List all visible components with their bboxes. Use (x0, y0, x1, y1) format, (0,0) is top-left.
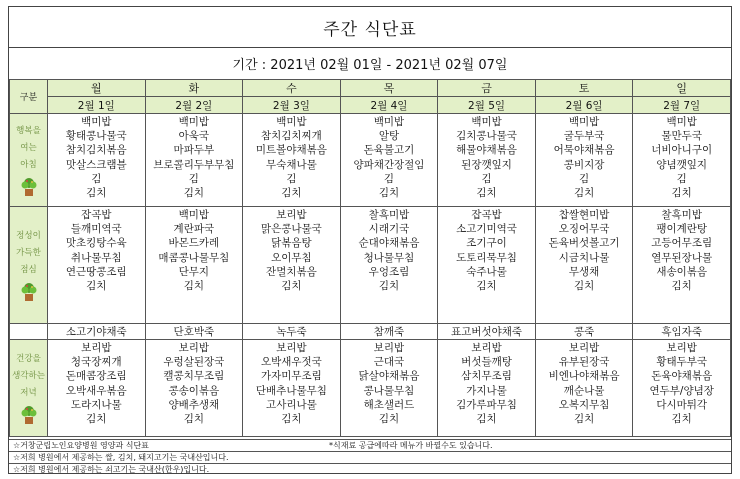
menu-cell (535, 207, 633, 324)
meal-label (10, 340, 48, 437)
day-header: 목 (340, 80, 438, 97)
menu-item: 매콤콩나물무침 (158, 251, 230, 264)
menu-item: 백미밥 (471, 116, 502, 128)
meal-label-line: 행복을 (16, 126, 41, 136)
porridge-cell: 녹두죽 (243, 324, 341, 340)
menu-item: 콩송이볶음 (168, 384, 220, 397)
menu-item: 보리밥 (276, 209, 307, 221)
day-header: 일 (633, 80, 731, 97)
menu-item: 김치 (86, 413, 107, 426)
menu-item: 시금치나물 (558, 251, 610, 264)
menu-item: 맛초킹탕수육 (65, 237, 127, 250)
menu-item: 맛살스크램블 (65, 158, 127, 171)
menu-item: 김치 (573, 413, 595, 426)
menu-cell (633, 114, 731, 207)
footer-note: ☆저희 병원에서 제공하는 쇠고기는 국내산(한우)입니다. (13, 465, 210, 474)
date-header: 2월 4일 (340, 97, 438, 114)
menu-item: 삼치무조림 (461, 370, 512, 383)
menu-item: 브로콜리두부무침 (153, 158, 235, 171)
menu-cell (48, 340, 146, 437)
menu-item: 굴두부국 (563, 130, 605, 143)
menu-item: 보리밥 (178, 342, 210, 354)
menu-item: 무생채 (568, 265, 600, 278)
menu-item: 김치 (573, 280, 595, 293)
porridge-cell: 표고버섯야채죽 (438, 324, 536, 340)
menu-item: 참치김치찌개 (260, 130, 322, 143)
date-header: 2월 7일 (633, 97, 731, 114)
meal-label-line: 아침 (20, 160, 37, 170)
meal-label-line: 저녁 (20, 388, 37, 398)
menu-item: 참치김치볶음 (65, 144, 127, 157)
menu-item: 깨순나물 (563, 384, 605, 397)
menu-item: 연근땅콩조림 (65, 265, 127, 278)
menu-item: 김치 (476, 280, 497, 293)
menu-item: 돈육버섯볼고기 (548, 237, 620, 250)
menu-item: 마파두부 (173, 144, 215, 157)
date-header-row (10, 97, 731, 114)
day-header: 수 (243, 80, 341, 97)
menu-cell (243, 340, 341, 437)
menu-item: 김치 (183, 280, 204, 293)
menu-cell (340, 340, 438, 437)
menu-item: 김치 (281, 187, 302, 200)
menu-item: 오징어무국 (558, 223, 610, 236)
menu-item: 김치 (378, 280, 400, 293)
menu-cell (535, 114, 633, 207)
menu-item: 도라지나물 (70, 398, 122, 411)
menu-item: 가지나물 (466, 384, 507, 397)
date-header: 2월 3일 (243, 97, 341, 114)
menu-item: 콩나물무침 (363, 384, 415, 397)
meal-label-line: 건강을 (16, 354, 41, 364)
menu-item: 잡곡밥 (471, 209, 502, 221)
meal-label-line: 정성이 (16, 231, 41, 241)
menu-item: 김치 (671, 187, 692, 200)
period-text: 기간 : 2021년 02월 01일 - 2021년 02월 07일 (9, 47, 731, 80)
menu-cell (145, 114, 243, 207)
porridge-row (10, 324, 731, 340)
footer-row-1 (9, 439, 731, 451)
menu-item: 김치 (281, 413, 302, 426)
menu-cell (48, 207, 146, 324)
menu-item: 맑은콩나물국 (260, 223, 322, 236)
menu-item: 김치 (86, 187, 107, 200)
menu-item: 캘콩치무조림 (163, 370, 225, 383)
menu-item: 백미밥 (81, 116, 112, 128)
menu-item: 백미밥 (178, 116, 210, 128)
menu-item: 우엉조림 (368, 265, 410, 278)
footer-note: ☆저희 병원에서 제공하는 쌀, 김치, 돼지고기는 국내산입니다. (13, 453, 229, 462)
porridge-cell: 소고기야채죽 (48, 324, 146, 340)
menu-item: 열무된장나물 (651, 251, 713, 264)
menu-item: 김치 (476, 187, 497, 200)
menu-item: 백미밥 (373, 116, 405, 128)
menu-item: 비엔나야채볶음 (548, 370, 620, 383)
menu-item: 김가루파무침 (456, 398, 517, 411)
menu-item: 버섯들깨탕 (461, 356, 512, 369)
menu-item: 김치 (281, 280, 302, 293)
menu-item: 김 (481, 172, 492, 185)
menu-item: 김 (579, 172, 590, 185)
menu-item: 오박새우볶음 (65, 384, 127, 397)
menu-item: 무숙채나물 (266, 158, 317, 171)
menu-item: 아욱국 (178, 130, 210, 143)
menu-cell (438, 340, 536, 437)
footer-row-2 (9, 451, 731, 463)
menu-item: 백미밥 (178, 209, 210, 221)
menu-item: 보리밥 (666, 342, 697, 354)
menu-item: 김 (676, 172, 687, 185)
menu-item: 돈육야채볶음 (651, 370, 713, 383)
corner-label: 구분 (10, 80, 48, 114)
porridge-cell: 참깨죽 (340, 324, 438, 340)
menu-cell (48, 114, 146, 207)
date-header: 2월 1일 (48, 97, 146, 114)
menu-item: 김치콩나물국 (456, 130, 517, 143)
menu-item: 찰흑미밥 (368, 209, 410, 221)
menu-item: 백미밥 (568, 116, 600, 128)
menu-item: 오박새우젓국 (260, 356, 322, 369)
menu-item: 김치 (378, 187, 400, 200)
meal-label (10, 114, 48, 207)
menu-item: 시래기국 (368, 223, 410, 236)
menu-item: 청나물무침 (363, 251, 415, 264)
menu-item: 해초샐러드 (363, 398, 415, 411)
menu-item: 보리밥 (276, 342, 307, 354)
menu-table (9, 79, 731, 437)
menu-item: 보리밥 (568, 342, 600, 354)
menu-item: 연두부/양념장 (649, 384, 714, 397)
menu-sheet (8, 6, 732, 474)
menu-item: 김 (91, 172, 102, 185)
menu-item: 김치 (86, 280, 107, 293)
menu-cell (438, 114, 536, 207)
porridge-label-cell (10, 324, 48, 340)
menu-item: 단무지 (178, 265, 210, 278)
menu-item: 미트볼야채볶음 (255, 144, 327, 157)
menu-item: 김치 (378, 413, 400, 426)
menu-item: 김 (383, 172, 395, 185)
porridge-cell: 콩죽 (535, 324, 633, 340)
menu-item: 보리밥 (471, 342, 502, 354)
menu-cell (633, 207, 731, 324)
menu-item: 순대야채볶음 (358, 237, 420, 250)
menu-item: 소고기미역국 (456, 223, 517, 236)
menu-item: 팽이계란탕 (656, 223, 708, 236)
menu-item: 도토리묵무침 (456, 251, 517, 264)
menu-item: 가자미무조림 (260, 370, 322, 383)
menu-item: 양파채간장절임 (353, 158, 425, 171)
menu-item: 잔멸치볶음 (266, 265, 317, 278)
potted-plant-icon (20, 177, 38, 197)
menu-item: 돈매콤장조림 (65, 370, 127, 383)
menu-item: 오이무침 (271, 251, 312, 264)
day-header: 금 (438, 80, 536, 97)
menu-cell (340, 207, 438, 324)
menu-item: 찹쌀현미밥 (558, 209, 610, 221)
lunch-row (10, 207, 731, 324)
menu-item: 보리밥 (81, 342, 112, 354)
potted-plant-icon (20, 405, 38, 425)
menu-item: 알탕 (378, 130, 400, 143)
meal-label (10, 207, 48, 324)
potted-plant-icon (20, 282, 38, 302)
menu-item: 김치 (476, 413, 497, 426)
menu-cell (145, 340, 243, 437)
footer-note: ☆거창군립노인요양병원 영양과 식단표 (13, 441, 149, 450)
menu-cell (145, 207, 243, 324)
menu-item: 물만두국 (661, 130, 702, 143)
menu-item: 오복지무침 (558, 398, 610, 411)
menu-item: 김치 (671, 280, 692, 293)
menu-item: 콩비지장 (563, 158, 605, 171)
menu-item: 들깨미역국 (70, 223, 122, 236)
menu-item: 닭볶음탕 (271, 237, 312, 250)
menu-item: 어묵야채볶음 (553, 144, 615, 157)
menu-cell (340, 114, 438, 207)
menu-item: 유부된장국 (558, 356, 610, 369)
menu-cell (438, 207, 536, 324)
menu-item: 새송이볶음 (656, 265, 708, 278)
meal-label-line: 점심 (20, 265, 37, 275)
menu-item: 김치 (573, 187, 595, 200)
menu-item: 황태두부국 (656, 356, 708, 369)
menu-item: 조기구이 (466, 237, 507, 250)
menu-item: 해물야채볶음 (456, 144, 517, 157)
menu-item: 청국장찌개 (70, 356, 122, 369)
meal-label-line: 가득한 (16, 248, 41, 258)
menu-item: 김치 (671, 413, 692, 426)
menu-cell (243, 114, 341, 207)
menu-cell (633, 340, 731, 437)
menu-item: 숙주나물 (466, 265, 507, 278)
menu-item: 우렁살된장국 (163, 356, 225, 369)
menu-item: 단배추나물무침 (255, 384, 327, 397)
menu-item: 바몬드카레 (168, 237, 220, 250)
menu-cell (535, 340, 633, 437)
menu-item: 근대국 (373, 356, 405, 369)
menu-item: 양념깻잎지 (656, 158, 708, 171)
menu-item: 고사리나물 (266, 398, 317, 411)
dinner-row (10, 340, 731, 437)
date-header: 2월 2일 (145, 97, 243, 114)
menu-item: 된장깻잎지 (461, 158, 512, 171)
menu-item: 너비아니구이 (651, 144, 713, 157)
menu-item: 양배추생채 (168, 398, 220, 411)
breakfast-row (10, 114, 731, 207)
date-header: 2월 5일 (438, 97, 536, 114)
porridge-cell: 흑임자죽 (633, 324, 731, 340)
page-title: 주간 식단표 (9, 7, 731, 48)
meal-label-line: 여는 (20, 143, 37, 153)
menu-item: 김치 (183, 413, 204, 426)
menu-item: 닭살야채볶음 (358, 370, 420, 383)
menu-item: 돈육불고기 (363, 144, 415, 157)
porridge-cell: 단호박죽 (145, 324, 243, 340)
footer-note: *식재료 공급에따라 메뉴가 바뀔수도 있습니다. (329, 441, 493, 450)
day-header: 토 (535, 80, 633, 97)
menu-item: 고등어무조림 (651, 237, 713, 250)
date-header: 2월 6일 (535, 97, 633, 114)
meal-label-line: 생각하는 (12, 371, 45, 381)
menu-item: 김 (286, 172, 297, 185)
menu-item: 김치 (183, 187, 204, 200)
menu-item: 백미밥 (666, 116, 697, 128)
menu-item: 백미밥 (276, 116, 307, 128)
menu-item: 다시마튀각 (656, 398, 708, 411)
menu-item: 취나물무침 (70, 251, 122, 264)
menu-cell (243, 207, 341, 324)
menu-item: 계란파국 (173, 223, 215, 236)
footer-row-3 (9, 463, 731, 475)
menu-item: 찰흑미밥 (661, 209, 702, 221)
menu-item: 황태콩나물국 (65, 130, 127, 143)
day-header: 화 (145, 80, 243, 97)
menu-item: 잡곡밥 (81, 209, 112, 221)
menu-item: 보리밥 (373, 342, 405, 354)
day-header-row (10, 80, 731, 97)
menu-item: 김 (188, 172, 199, 185)
day-header: 월 (48, 80, 146, 97)
